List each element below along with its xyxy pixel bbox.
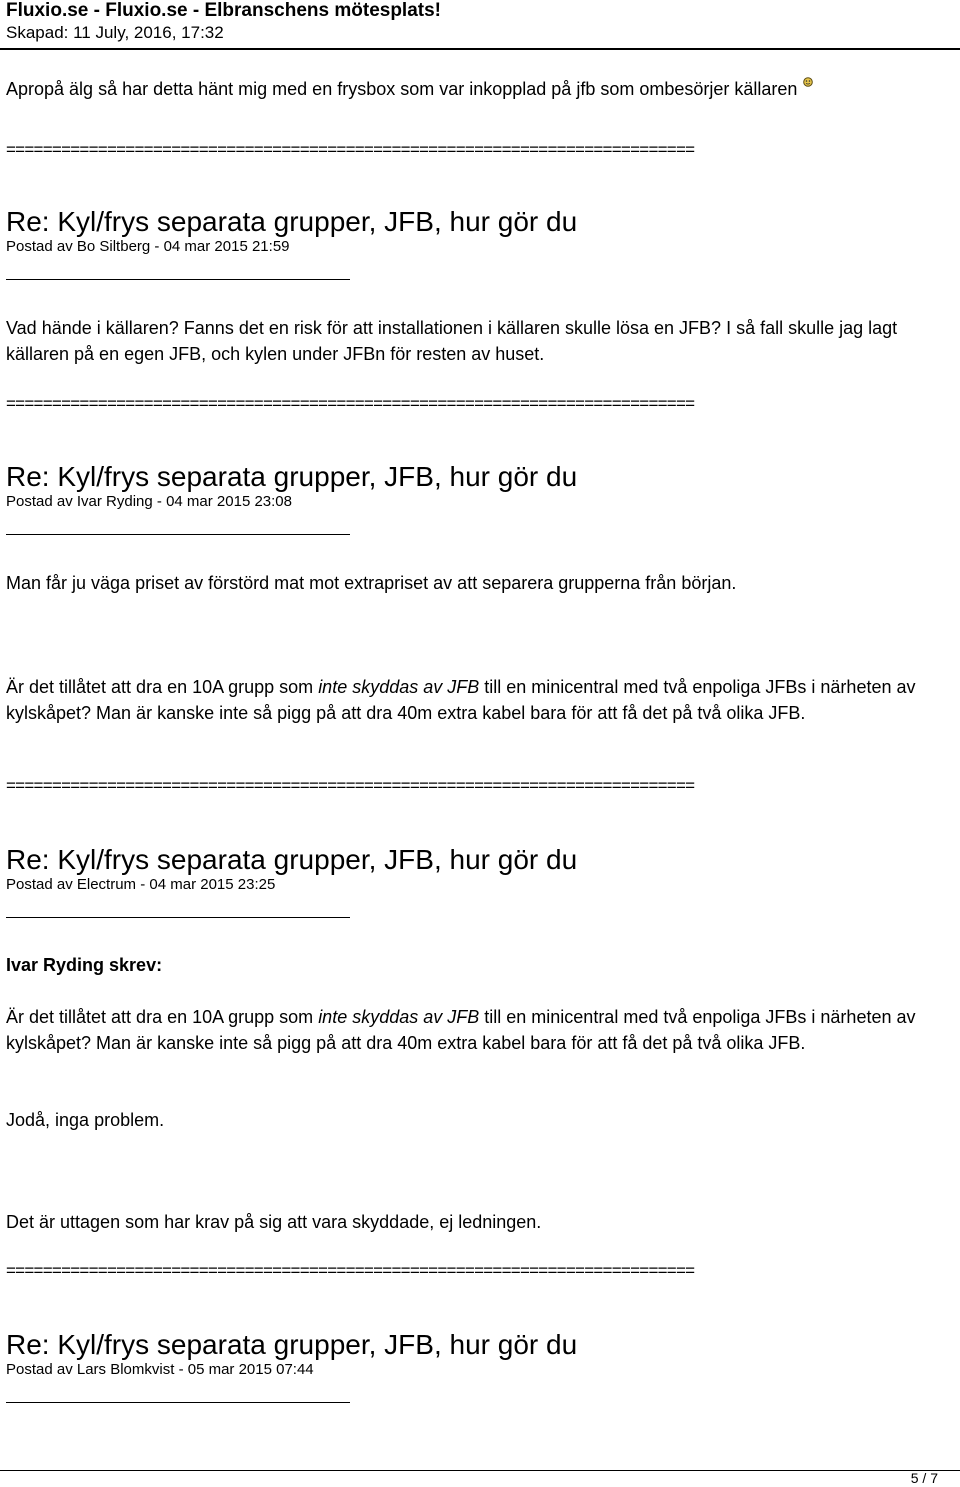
site-title: Fluxio.se - Fluxio.se - Elbranschens mötesplats!: [6, 0, 441, 21]
separator-line: ===========================================================================: [6, 140, 695, 159]
quote-header: [6, 952, 946, 978]
post-text: Vad hände i källaren? Fanns det en risk för att installationen i källaren skulle lösa en JFB? I så fall skulle jag lagt källaren på en egen JFB, och kylen under JFBn för resten av huset.: [6, 318, 898, 364]
quote-text: [6, 1004, 946, 1056]
post-divider: [6, 534, 350, 535]
quote-body: [6, 1004, 946, 1056]
created-date: Skapad: 11 July, 2016, 17:32: [6, 23, 224, 42]
footer-divider: [0, 1470, 960, 1471]
post-meta: Postad av Ivar Ryding - 04 mar 2015 23:08: [6, 493, 292, 510]
quote-text-part: Är det tillåtet att dra en 10A grupp som: [6, 1007, 319, 1027]
post-body: [6, 570, 946, 596]
intro-text: Apropå älg så har detta hänt mig med en frysbox som var inkopplad på jfb som ombesörjer källaren: [6, 79, 798, 99]
post-meta: Postad av Bo Siltberg - 04 mar 2015 21:59: [6, 238, 290, 255]
post-title: Re: Kyl/frys separata grupper, JFB, hur gör du: [6, 1329, 578, 1360]
separator-line: ===========================================================================: [6, 394, 695, 413]
post-header: [6, 1329, 946, 1379]
post-title: Re: Kyl/frys separata grupper, JFB, hur gör du: [6, 461, 578, 492]
post-meta: Postad av Lars Blomkvist - 05 mar 2015 07:44: [6, 1361, 314, 1378]
post-body: [6, 315, 946, 367]
post-header: [6, 844, 946, 894]
quote-text-part: till en minicentral med två enpoliga JFBs i närheten av kylskåpet? Man är kanske inte så pigg på att dra 40m extra kabel bara för att få det på två olika JFB.: [6, 1007, 916, 1053]
post-title: Re: Kyl/frys separata grupper, JFB, hur gör du: [6, 844, 578, 875]
post-divider: [6, 917, 350, 918]
post-body: [6, 1209, 946, 1235]
separator: [6, 140, 946, 160]
post-text-part: till en minicentral med två enpoliga JFBs i närheten av kylskåpet? Man är kanske inte så pigg på att dra 40m extra kabel bara för att få det på två olika JFB.: [6, 677, 916, 723]
post-header: [6, 461, 946, 511]
post-text-part: Är det tillåtet att dra en 10A grupp som: [6, 677, 319, 697]
separator: [6, 1261, 946, 1281]
post-text: Man får ju väga priset av förstörd mat mot extrapriset av att separera grupperna från början.: [6, 573, 737, 593]
post-title: Re: Kyl/frys separata grupper, JFB, hur gör du: [6, 206, 578, 237]
header-divider: [0, 48, 960, 50]
intro-paragraph: [6, 76, 946, 102]
post-header: [6, 206, 946, 256]
post-body: [6, 674, 946, 726]
post-divider: [6, 279, 350, 280]
separator-line: ===========================================================================: [6, 776, 695, 795]
quote-text-emphasis: inte skyddas av JFB: [318, 1007, 480, 1027]
page-header: [6, 0, 946, 44]
smiley-icon: [803, 77, 813, 87]
post-text: [6, 674, 946, 726]
post-text: Det är uttagen som har krav på sig att vara skyddade, ej ledningen.: [6, 1212, 542, 1232]
post-text: Jodå, inga problem.: [6, 1110, 165, 1130]
post-meta: Postad av Electrum - 04 mar 2015 23:25: [6, 876, 276, 893]
page-number: 5 / 7: [910, 1470, 938, 1486]
separator-line: ===========================================================================: [6, 1261, 695, 1280]
post-text-emphasis: inte skyddas av JFB: [318, 677, 480, 697]
separator: [6, 394, 946, 414]
post-body: [6, 1107, 946, 1133]
quote-author: Ivar Ryding skrev:: [6, 955, 163, 975]
separator: [6, 776, 946, 796]
post-divider: [6, 1402, 350, 1403]
